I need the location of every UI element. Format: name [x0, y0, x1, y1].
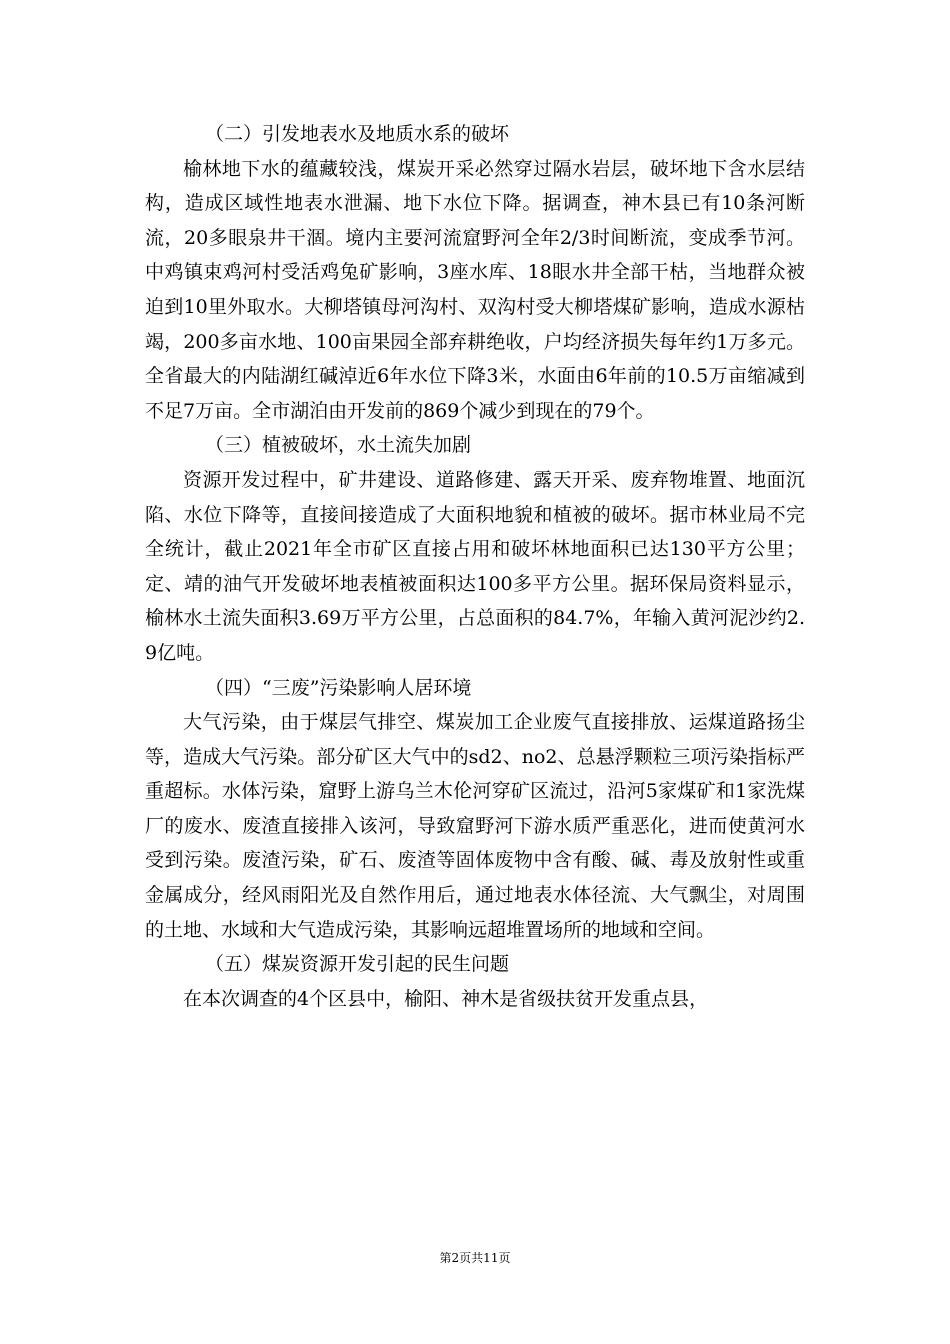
document-body	[145, 117, 805, 1016]
section-heading-5: （五）煤炭资源开发引起的民生问题	[205, 953, 510, 976]
section-paragraph-2: 榆林地下水的蕴藏较浅，煤炭开采必然穿过隔水岩层，破坏地下含水层结构，造成区域性地表水泄漏、地下水位下降。据调查，神木县已有10条河断流，20多眼泉井干涸。境内主要河流窟野河全年2/3时间断流，变成季节河。中鸡镇束鸡河村受活鸡兔矿影响，3座水库、18眼水井全部干枯，当地群众被迫到10里外取水。大柳塔镇母河沟村、双沟村受大柳塔煤矿影响，造成水源枯竭，200多亩水地、100亩果园全部弃耕绝收，户均经济损失每年约1万多元。全省最大的内陆湖红碱淖近6年水位下降3米，水面由6年前的10.5万亩缩减到不足7万亩。全市湖泊由开发前的869个减少到现在的79个。	[145, 157, 805, 422]
section-paragraph-5: 在本次调查的4个区县中，榆阳、神木是省级扶贫开发重点县，	[183, 987, 709, 1010]
page-number-footer: 第2页共11页	[439, 1251, 511, 1265]
section-heading-2: （二）引发地表水及地质水系的破坏	[205, 123, 510, 145]
section-heading-3: （三）植被破坏，水土流失加剧	[205, 434, 472, 457]
section-paragraph-4: 大气污染，由于煤层气排空、煤炭加工企业废气直接排放、运煤道路扬尘等，造成大气污染。部分矿区大气中的sd2、no2、总悬浮颗粒三项污染指标严重超标。水体污染，窟野上游乌兰木伦河穿矿区流过，沿河5家煤矿和1家洗煤厂的废水、废渣直接排入该河，导致窟野河下游水质严重恶化，进而使黄河水受到污染。废渣污染，矿石、废渣等固体废物中含有酸、碱、毒及放射性或重金属成分，经风雨阳光及自然作用后，通过地表水体径流、大气飘尘，对周围的土地、水域和大气造成污染，其影响远超堆置场所的地域和空间。	[145, 711, 805, 941]
section-paragraph-3: 资源开发过程中，矿井建设、道路修建、露天开采、废弃物堆置、地面沉陷、水位下降等，直接间接造成了大面积地貌和植被的破坏。据市林业局不完全统计，截止2021年全市矿区直接占用和破坏林地面积已达130平方公里；定、靖的油气开发破坏地表植被面积达100多平方公里。据环保局资料显示，榆林水土流失面积3.69万平方公里，占总面积的84.7%，年输入黄河泥沙约2.9亿吨。	[145, 468, 805, 664]
section-heading-4: （四）“三废”污染影响人居环境	[205, 676, 472, 699]
